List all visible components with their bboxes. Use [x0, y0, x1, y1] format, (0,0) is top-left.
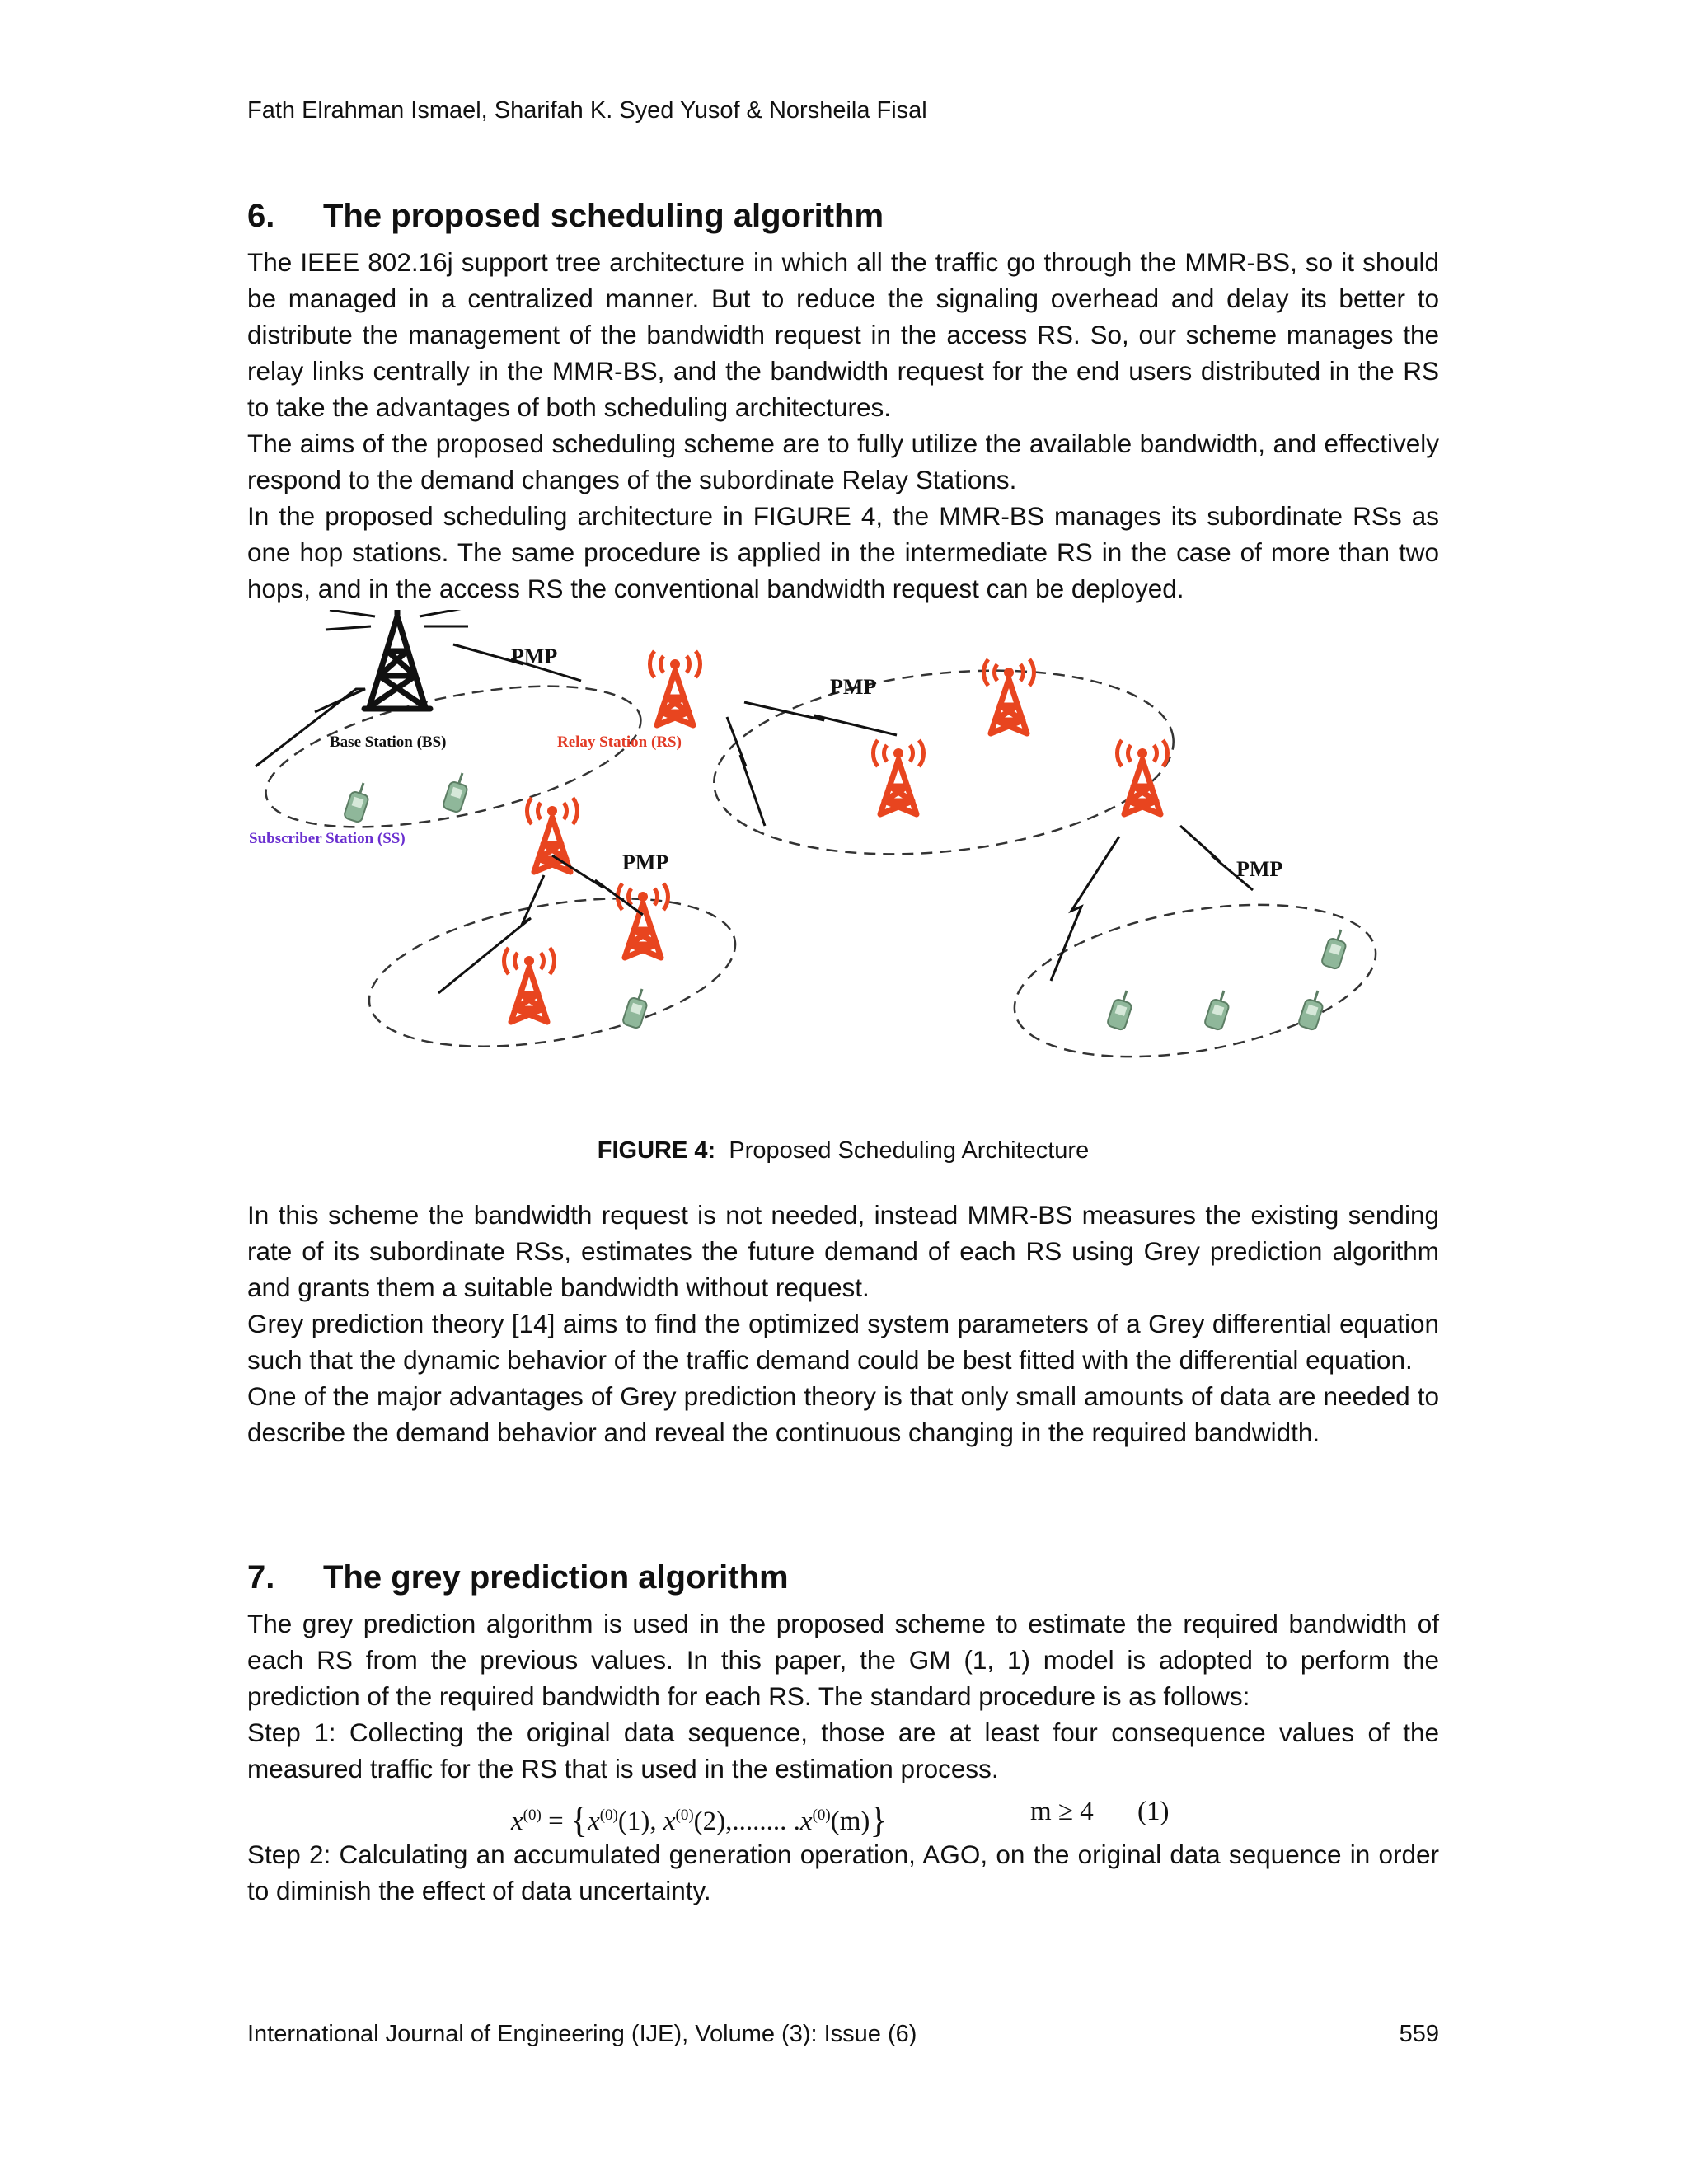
- cluster-ellipse: [254, 658, 653, 854]
- pmp-label: PMP: [830, 675, 877, 699]
- figure-4-diagram: [247, 610, 1439, 1104]
- relay-station-tower-icon: [504, 948, 554, 1022]
- paragraph: Step 2: Calculating an accumulated generation operation, AGO, on the original data sequence in order to diminish the effect of data uncertainty.: [247, 1840, 1439, 1905]
- section-7-title: The grey prediction algorithm: [323, 1559, 789, 1596]
- paragraph: The IEEE 802.16j support tree architecture in which all the traffic go through the MMR-BS, so it should be managed in a centralized manner. But to reduce the signaling overhead and delay its better to distribute the management of the bandwidth request in the access RS. So, our scheme manages the relay links centrally in the MMR-BS, and the bandwidth request for the end users distributed in the RS to take the advantages of both scheduling architectures.: [247, 247, 1439, 422]
- equation-condition: m ≥ 4: [1030, 1797, 1094, 1826]
- caption-label: FIGURE 4:: [597, 1137, 716, 1164]
- paragraph: The aims of the proposed scheduling scheme are to fully utilize the available bandwidth, and effectively respond to the demand changes of the subordinate Relay Stations.: [247, 429, 1439, 494]
- equation-body: $x^{(0)} = \{x^{(0)}(1)$, $x^{(0)}(2)$,........ $.x^{(0)}(m)$}: [511, 1800, 888, 1840]
- relay-station-tower-icon: [649, 651, 700, 725]
- after-figure-body: [247, 1197, 1439, 1451]
- subscriber-station-icon: [443, 773, 468, 813]
- relay-station-tower-icon: [1117, 740, 1167, 814]
- relay-station-label: Relay Station (RS): [557, 733, 682, 751]
- relay-station-tower-icon: [617, 883, 668, 958]
- section-7-step2: [247, 1836, 1439, 1909]
- subscriber-station-icon: [1321, 930, 1347, 970]
- subscriber-station-icon: [1298, 991, 1324, 1031]
- paragraph: The grey prediction algorithm is used in the proposed scheme to estimate the required bandwidth of each RS from the previous values. In this paper, the GM (1, 1) model is adopted to perform the prediction of the required bandwidth for each RS. The standard procedure is as follows:: [247, 1609, 1439, 1711]
- pmp-label: PMP: [511, 644, 558, 668]
- section-6-body: [247, 244, 1439, 607]
- section-7-body: [247, 1605, 1439, 1787]
- relay-station-tower-icon: [527, 798, 577, 872]
- subscriber-station-icon: [344, 783, 369, 823]
- paragraph: In this scheme the bandwidth request is not needed, instead MMR-BS measures the existing sending rate of its subordinate RSs, estimates the future demand of each RS using Grey prediction algorithm and grants them a suitable bandwidth without request.: [247, 1200, 1439, 1302]
- relay-station-tower-icon: [983, 659, 1034, 733]
- section-7-number: 7.: [247, 1559, 275, 1596]
- paragraph: One of the major advantages of Grey prediction theory is that only small amounts of data are needed to describe the demand behavior and reveal the continuous changing in the required bandwidth.: [247, 1381, 1439, 1447]
- paragraph: Step 1: Collecting the original data sequence, those are at least four consequence values of the measured traffic for the RS that is used in the estimation process.: [247, 1718, 1439, 1783]
- relay-station-tower-icon: [873, 740, 923, 814]
- subscriber-station-icon: [622, 989, 648, 1029]
- paragraph: In the proposed scheduling architecture in FIGURE 4, the MMR-BS manages its subordinate RSs as one hop stations. The same procedure is applied in the intermediate RS in the case of more than two hops, and in the access RS the conventional bandwidth request can be deployed.: [247, 501, 1439, 603]
- section-6-title: The proposed scheduling algorithm: [323, 198, 884, 234]
- section-7-heading: [247, 1559, 789, 1596]
- running-header: Fath Elrahman Ismael, Sharifah K. Syed Yusof & Norsheila Fisal: [247, 97, 927, 124]
- subscriber-station-icon: [1107, 991, 1132, 1031]
- pmp-label: PMP: [622, 851, 669, 874]
- section-6-number: 6.: [247, 198, 275, 234]
- base-station-label: Base Station (BS): [330, 733, 447, 751]
- equation-number: (1): [1137, 1797, 1170, 1826]
- figure-4-caption: [247, 1137, 1439, 1165]
- equation-1: [511, 1788, 1439, 1840]
- footer-page-number: 559: [1399, 2021, 1439, 2047]
- pmp-label: PMP: [1236, 857, 1283, 881]
- base-station-tower-icon: [326, 610, 468, 709]
- subscriber-station-icon: [1204, 991, 1230, 1031]
- section-6-heading: [247, 198, 884, 235]
- subscriber-station-label: Subscriber Station (SS): [249, 830, 406, 847]
- cluster-ellipse: [705, 649, 1183, 874]
- footer-journal: International Journal of Engineering (IJE), Volume (3): Issue (6): [247, 2021, 917, 2047]
- cluster-ellipse: [1003, 880, 1388, 1082]
- paragraph: Grey prediction theory [14] aims to find the optimized system parameters of a Grey differential equation such that the dynamic behavior of the traffic demand could be best fitted with the differential equation.: [247, 1309, 1439, 1375]
- caption-text: Proposed Scheduling Architecture: [729, 1137, 1090, 1164]
